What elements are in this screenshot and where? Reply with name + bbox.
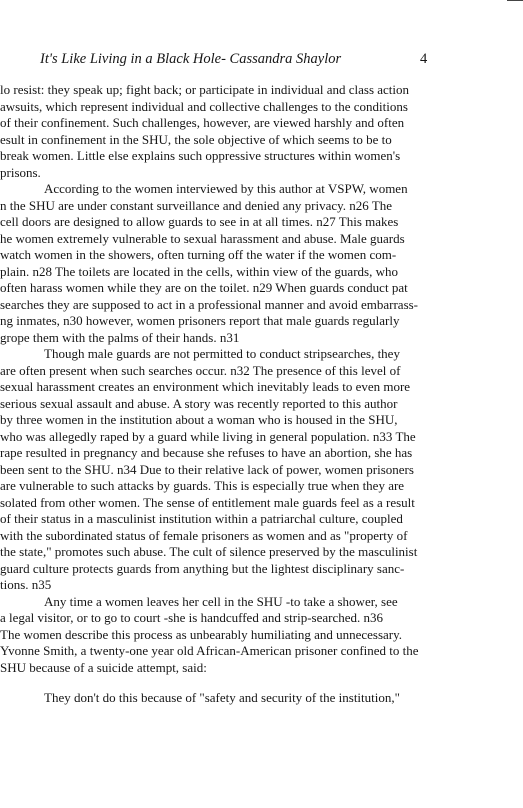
text-line: Though male guards are not permitted to conduct stripsearches, they [44,346,400,361]
text-line: n the SHU are under constant surveillance and denied any privacy. n26 The [0,197,393,213]
text-line: with the subordinated status of female prisoners as women and as "property of [0,527,408,543]
text-line: The women describe this process as unbearably humiliating and unnecessary. [0,626,403,642]
block-quote: They don't do this because of "safety and security of the institution," [44,690,400,705]
text-line: of their status in a masculinist institution within a patriarchal culture, coupled [0,511,403,526]
text-line: he women extremely vulnerable to sexual harassment and abuse. Male guards [0,230,405,246]
running-header-title: It's Like Living in a Black Hole- Cassandra Shaylor [40,51,342,67]
text-line: SHU because of a suicide attempt, said: [0,659,207,675]
text-line: are often present when such searches occur. n32 The presence of this level of [0,362,401,378]
text-line: the state," promotes such abuse. The cult of silence preserved by the masculinist [0,544,418,559]
text-line: searches they are supposed to act in a professional manner and avoid embarrass- [0,296,419,312]
page-number: 4 [420,51,428,67]
text-line: guard culture protects guards from anything but the lightest disciplinary sanc- [0,560,405,576]
text-line: sexual harassment creates an environment which inevitably leads to even more [0,379,411,394]
text-line: ng inmates, n30 however, women prisoners report that male guards regularly [0,313,400,328]
text-line: break women. Little else explains such oppressive structures within women's [0,148,401,163]
text-line: serious sexual assault and abuse. A story was recently reported to this author [0,395,398,411]
text-line: been sent to the SHU. n34 Due to their relative lack of power, women prisoners [0,461,414,477]
text-line: esult in confinement in the SHU, the sole objective of which seems to be to [0,131,392,147]
text-line: solated from other women. The sense of entitlement male guards feel as a result [0,494,415,510]
body-text [0,82,520,707]
text-line: a legal visitor, or to go to court -she is handcuffed and strip-searched. n36 [0,610,383,625]
running-header [40,50,440,68]
text-line: lo resist: they speak up; fight back; or participate in individual and class action [0,82,410,97]
text-line: of their confinement. Such challenges, however, are viewed harshly and often [0,115,405,130]
text-line: Any time a women leaves her cell in the SHU -to take a shower, see [44,593,398,609]
text-line: tions. n35 [0,577,52,592]
text-line: often harass women while they are on the toilet. n29 When guards conduct pat [0,280,408,295]
corner-rule [507,0,523,1]
text-line: awsuits, which represent individual and collective challenges to the conditions [0,98,408,114]
text-line: cell doors are designed to allow guards to see in at all times. n27 This makes [0,214,399,229]
text-line: by three women in the institution about a woman who is housed in the SHU, [0,412,398,427]
text-line: Yvonne Smith, a twenty-one year old African-American prisoner confined to the [0,643,419,658]
text-line: watch women in the showers, often turning off the water if the women com- [0,247,397,262]
text-line: According to the women interviewed by this author at VSPW, women [44,181,408,196]
text-line: grope them with the palms of their hands. n31 [0,329,240,345]
text-line: are vulnerable to such attacks by guards. This is especially true when they are [0,478,405,493]
text-line: rape resulted in pregnancy and because she refuses to have an abortion, she has [0,445,413,460]
text-line: prisons. [0,164,41,180]
text-line: who was allegedly raped by a guard while living in general population. n33 The [0,428,416,444]
text-line: plain. n28 The toilets are located in the cells, within view of the guards, who [0,263,398,279]
